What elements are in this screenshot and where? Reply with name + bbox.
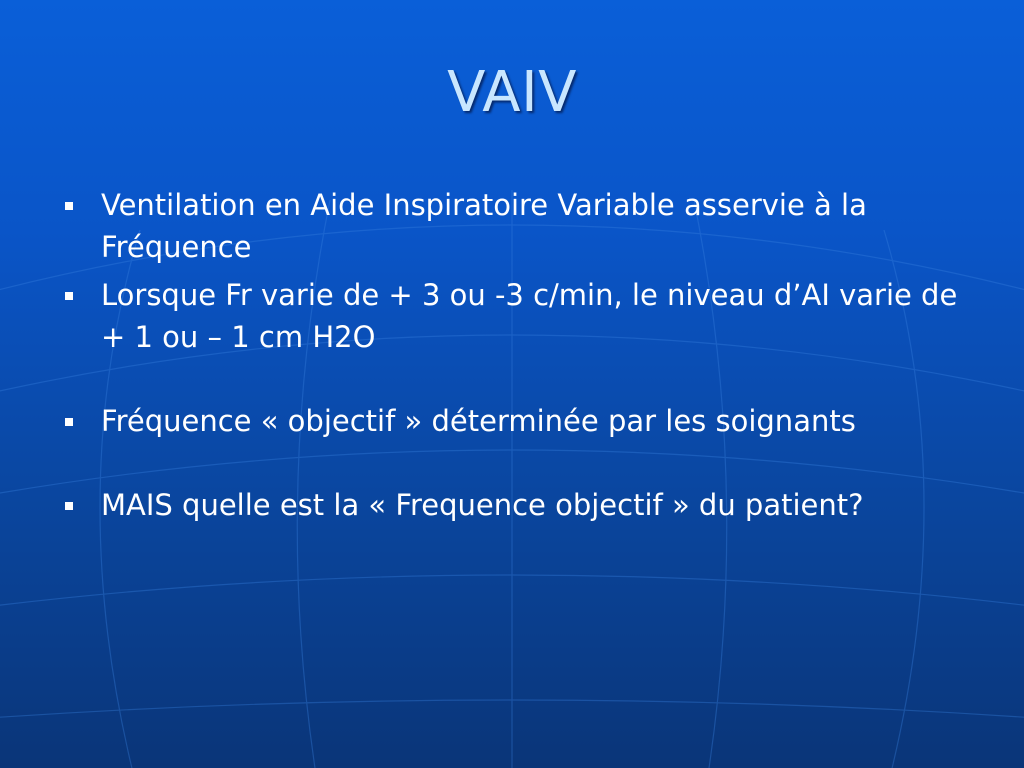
bullet-text: Ventilation en Aide Inspiratoire Variable asservie à la Fréquence xyxy=(101,188,867,264)
bullet-item xyxy=(62,184,962,268)
bullet-text: MAIS quelle est la « Frequence objectif » du patient? xyxy=(101,488,864,522)
bullet-list xyxy=(62,184,962,532)
slide-title: VAIV xyxy=(447,60,577,125)
square-bullet-icon xyxy=(65,418,73,426)
bullet-item xyxy=(62,274,962,358)
bullet-item xyxy=(62,400,962,442)
bullet-text: Lorsque Fr varie de + 3 ou -3 c/min, le niveau d’AI varie de + 1 ou – 1 cm H2O xyxy=(101,278,958,354)
square-bullet-icon xyxy=(65,502,73,510)
bullet-item xyxy=(62,484,962,526)
square-bullet-icon xyxy=(65,292,73,300)
bullet-text: Fréquence « objectif » déterminée par les soignants xyxy=(101,404,856,438)
square-bullet-icon xyxy=(65,202,73,210)
